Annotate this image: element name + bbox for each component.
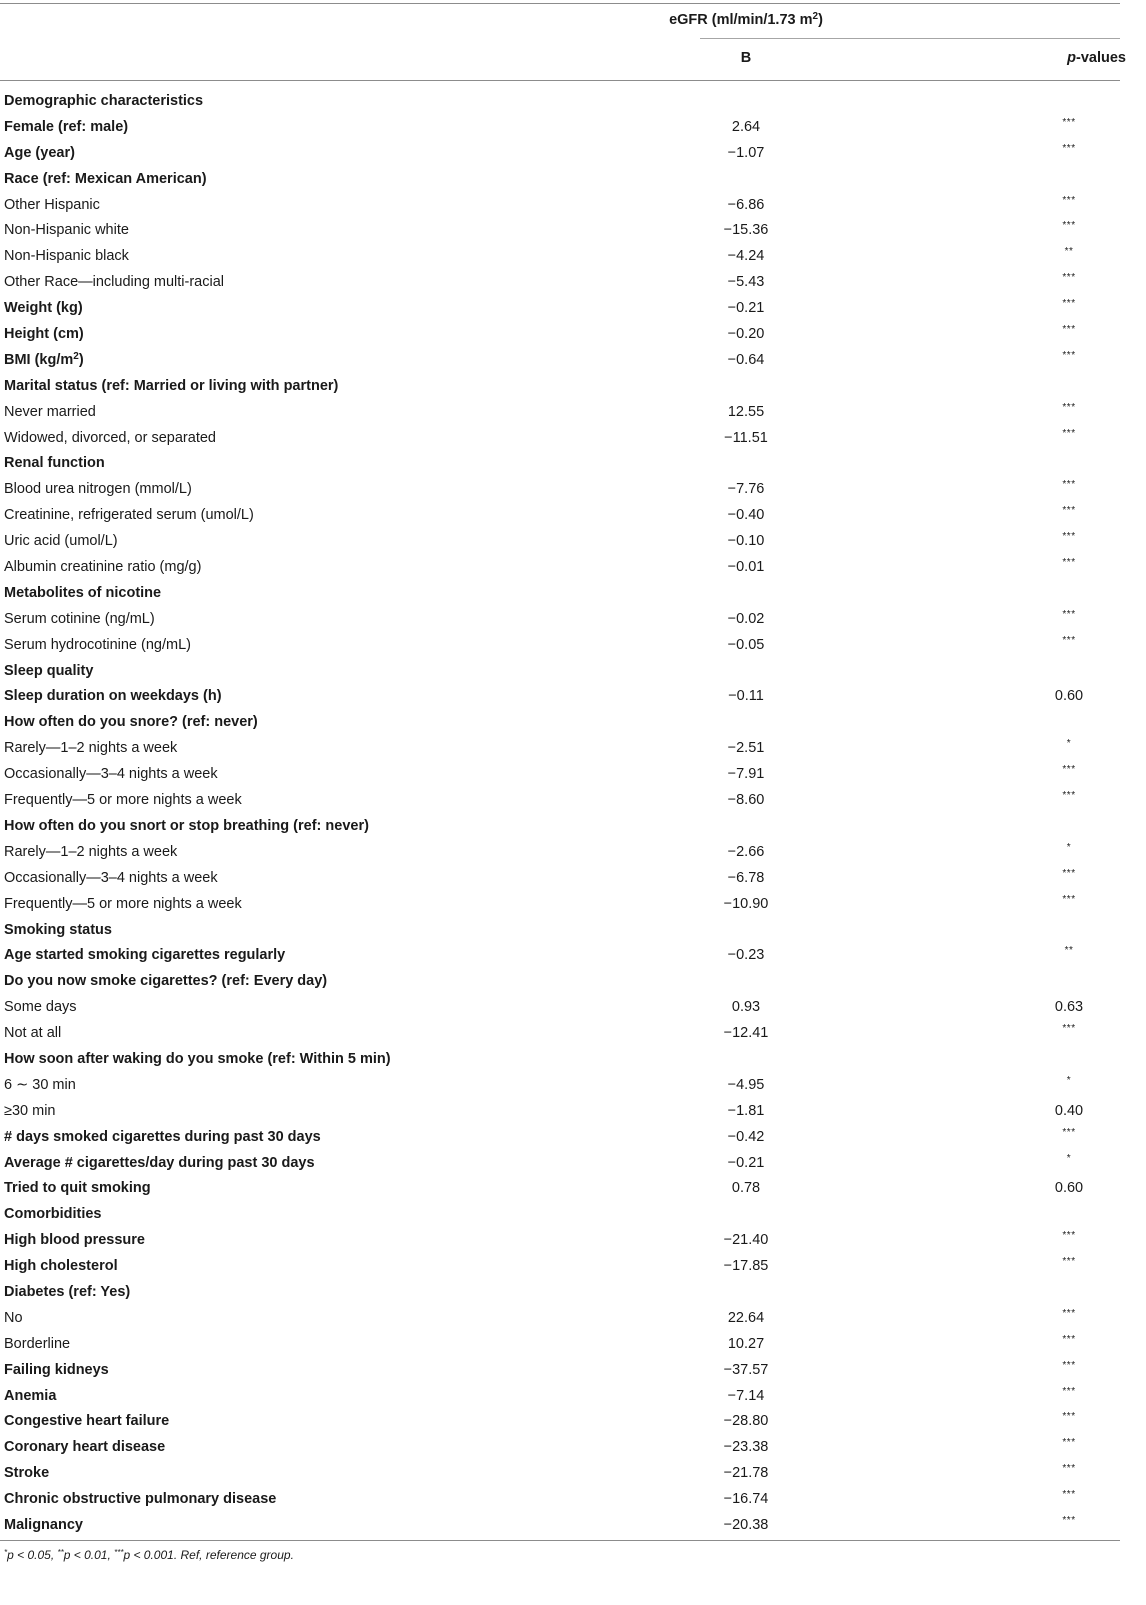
p-value: *** [1062, 142, 1076, 154]
table-row [0, 1384, 1120, 1410]
row-label: Frequently—5 or more nights a week [4, 895, 242, 912]
p-value: 0.60 [1054, 688, 1084, 705]
p-value: *** [1062, 790, 1076, 802]
row-label: Weight (kg) [4, 300, 83, 317]
row-label: Anemia [4, 1387, 57, 1404]
b-value: −23.38 [723, 1439, 769, 1456]
b-value: −0.23 [727, 947, 765, 964]
table-row [0, 995, 1120, 1021]
row-label: Malignancy [4, 1516, 83, 1533]
row-label: High blood pressure [4, 1232, 145, 1249]
row-label: Diabetes (ref: Yes) [4, 1283, 131, 1300]
table-row [0, 788, 1120, 814]
b-value: −0.05 [727, 636, 765, 653]
row-label: Serum hydrocotinine (ng/mL) [4, 636, 191, 653]
p-value: *** [1062, 272, 1076, 284]
table-row [0, 477, 1120, 503]
b-value: −0.01 [727, 559, 765, 576]
b-value: −11.51 [724, 429, 768, 446]
table-row [0, 1125, 1120, 1151]
row-label: How soon after waking do you smoke (ref: Within 5 min) [4, 1050, 391, 1067]
row-label: Frequently—5 or more nights a week [4, 792, 242, 809]
table-row [0, 840, 1120, 866]
table-row [0, 866, 1120, 892]
row-label: Tried to quit smoking [4, 1180, 151, 1197]
row-label: # days smoked cigarettes during past 30 days [4, 1128, 321, 1145]
row-label: Never married [4, 403, 96, 420]
table-row [0, 1487, 1120, 1513]
table-row [0, 503, 1120, 529]
p-value: *** [1062, 220, 1076, 232]
b-value: −7.76 [727, 481, 765, 498]
table-row [0, 633, 1120, 659]
b-value: −0.64 [727, 351, 765, 368]
row-label: How often do you snort or stop breathing (ref: never) [4, 817, 369, 834]
table-row [0, 1513, 1120, 1539]
row-label: No [4, 1309, 23, 1326]
p-value: *** [1062, 867, 1076, 879]
table-row [0, 555, 1120, 581]
b-value: −0.20 [727, 326, 765, 343]
b-value: −17.85 [723, 1258, 769, 1275]
table-row [0, 762, 1120, 788]
p-value: * [1066, 738, 1072, 750]
row-label: Rarely—1–2 nights a week [4, 843, 178, 860]
table-row [0, 1202, 1120, 1228]
table-row [0, 426, 1120, 452]
table-row [0, 659, 1120, 685]
row-label: Age (year) [4, 144, 75, 161]
p-value: *** [1062, 1411, 1076, 1423]
table-row [0, 1073, 1120, 1099]
table-row [0, 736, 1120, 762]
b-value: −4.24 [727, 248, 765, 265]
column-header-b: B [740, 50, 752, 66]
row-label: How often do you snore? (ref: never) [4, 714, 258, 731]
row-label: Sleep quality [4, 662, 94, 679]
row-label: Borderline [4, 1335, 71, 1352]
b-value: −0.42 [727, 1128, 765, 1145]
table-row [0, 1228, 1120, 1254]
row-label: Age started smoking cigarettes regularly [4, 947, 286, 964]
row-label: Blood urea nitrogen (mmol/L) [4, 481, 192, 498]
b-value: 2.64 [731, 118, 761, 135]
p-value: * [1066, 1074, 1072, 1086]
row-label: BMI $(kg/m^2)$ [4, 350, 84, 368]
b-value: −6.86 [727, 196, 765, 213]
b-value: −0.11 [728, 688, 764, 705]
table-row [0, 1176, 1120, 1202]
table-row [0, 1306, 1120, 1332]
row-label: Occasionally—3–4 nights a week [4, 869, 218, 886]
row-label: Occasionally—3–4 nights a week [4, 766, 218, 783]
p-value: *** [1062, 1437, 1076, 1449]
p-value: *** [1062, 1256, 1076, 1268]
p-value: * [1066, 1152, 1072, 1164]
p-value: * [1066, 841, 1072, 853]
table-row [0, 581, 1120, 607]
table-top-rule [0, 3, 1120, 4]
table-row [0, 892, 1120, 918]
table-row [0, 529, 1120, 555]
b-value: −4.95 [727, 1076, 765, 1093]
row-label: ≥30 min [4, 1102, 56, 1119]
table-row [0, 1280, 1120, 1306]
row-label: Do you now smoke cigarettes? (ref: Every day) [4, 973, 328, 990]
row-label: Albumin creatinine ratio (mg/g) [4, 559, 202, 576]
p-value: *** [1062, 1333, 1076, 1345]
p-value: 0.40 [1054, 1102, 1084, 1119]
table-row [0, 218, 1120, 244]
b-value: −2.51 [727, 740, 765, 757]
p-value: 0.60 [1054, 1180, 1084, 1197]
row-label: Coronary heart disease [4, 1439, 166, 1456]
row-label: Widowed, divorced, or separated [4, 429, 216, 446]
row-label: Marital status (ref: Married or living with partner) [4, 377, 339, 394]
p-value: *** [1062, 1489, 1076, 1501]
b-value: −20.38 [723, 1516, 769, 1533]
table-row [0, 348, 1120, 374]
row-label: Stroke [4, 1465, 50, 1482]
table-row [0, 1358, 1120, 1384]
b-value: −8.60 [727, 792, 765, 809]
b-value: 0.78 [731, 1180, 761, 1197]
b-value: −1.07 [727, 144, 765, 161]
row-label: Sleep duration on weekdays (h) [4, 688, 222, 705]
row-label: 6 ∼ 30 min [4, 1076, 76, 1093]
table-row [0, 1099, 1120, 1125]
b-value: −7.91 [727, 766, 765, 783]
row-label: Race (ref: Mexican American) [4, 170, 207, 187]
column-group-header-egfr: eGFR (ml/min/1.73 $m^2$) [669, 11, 823, 28]
b-value: −37.57 [723, 1361, 769, 1378]
table-row [0, 451, 1120, 477]
table-row [0, 1254, 1120, 1280]
b-value: −2.66 [727, 843, 765, 860]
b-value: −21.78 [723, 1465, 769, 1482]
row-label: Smoking status [4, 921, 112, 938]
b-value: −6.78 [727, 869, 765, 886]
p-value: *** [1062, 349, 1076, 361]
table-row [0, 1021, 1120, 1047]
column-header-p-values: p-values [1067, 50, 1126, 66]
p-value: *** [1062, 608, 1076, 620]
b-value: −15.36 [723, 222, 769, 239]
p-value: *** [1062, 557, 1076, 569]
b-value: −7.14 [727, 1387, 765, 1404]
row-label: Non-Hispanic white [4, 222, 129, 239]
row-label: Average # cigarettes/day during past 30 days [4, 1154, 315, 1171]
table-row [0, 167, 1120, 193]
table-row [0, 141, 1120, 167]
table-row [0, 1409, 1120, 1435]
row-label: High cholesterol [4, 1258, 118, 1275]
row-label: Rarely—1–2 nights a week [4, 740, 178, 757]
b-value: −10.90 [723, 895, 769, 912]
row-label: Comorbidities [4, 1206, 102, 1223]
row-label: Congestive heart failure [4, 1413, 170, 1430]
table-bottom-rule [0, 1540, 1120, 1541]
row-label: Chronic obstructive pulmonary disease [4, 1491, 277, 1508]
p-value: *** [1062, 531, 1076, 543]
table-row [0, 193, 1120, 219]
header-bottom-rule [0, 80, 1120, 81]
row-label: Serum cotinine (ng/mL) [4, 610, 155, 627]
table-row [0, 296, 1120, 322]
row-label: Renal function [4, 455, 105, 472]
p-value: *** [1062, 1514, 1076, 1526]
column-group-rule [700, 38, 1120, 39]
p-value: *** [1062, 764, 1076, 776]
row-label: Some days [4, 999, 77, 1016]
b-value: −0.21 [727, 300, 765, 317]
table-row [0, 607, 1120, 633]
b-value: −1.81 [727, 1102, 765, 1119]
table-row [0, 322, 1120, 348]
p-value: *** [1062, 1230, 1076, 1242]
b-value: 0.93 [731, 999, 761, 1016]
p-value: *** [1062, 1023, 1076, 1035]
table-row [0, 684, 1120, 710]
p-value: 0.63 [1054, 999, 1084, 1016]
b-value: −21.40 [723, 1232, 769, 1249]
p-value: *** [1062, 401, 1076, 413]
row-label: Non-Hispanic black [4, 248, 129, 265]
p-value: *** [1062, 427, 1076, 439]
table-footnote: *p < 0.05, **p < 0.01, ***p < 0.001. Ref, reference group. [4, 1548, 294, 1562]
b-value: −5.43 [727, 274, 765, 291]
table-row [0, 89, 1120, 115]
table-row [0, 1047, 1120, 1073]
table-row [0, 943, 1120, 969]
p-value: *** [1062, 1359, 1076, 1371]
b-value: 10.27 [727, 1335, 765, 1352]
p-value: *** [1062, 893, 1076, 905]
b-value: −0.02 [727, 610, 765, 627]
table-row [0, 270, 1120, 296]
table-row [0, 969, 1120, 995]
table-row [0, 814, 1120, 840]
b-value: −12.41 [723, 1025, 769, 1042]
p-value: ** [1064, 945, 1074, 957]
row-label: Other Race—including multi-racial [4, 274, 224, 291]
table-row [0, 1332, 1120, 1358]
b-value: 12.55 [727, 403, 765, 420]
p-value: *** [1062, 505, 1076, 517]
p-value: *** [1062, 1463, 1076, 1475]
table-row [0, 1151, 1120, 1177]
p-value: *** [1062, 1307, 1076, 1319]
table-row [0, 115, 1120, 141]
p-value: *** [1062, 634, 1076, 646]
row-label: Other Hispanic [4, 196, 100, 213]
table-row [0, 400, 1120, 426]
table-row [0, 374, 1120, 400]
table-row [0, 710, 1120, 736]
p-value: *** [1062, 479, 1076, 491]
row-label: Uric acid (umol/L) [4, 533, 118, 550]
table-body [0, 89, 1120, 1539]
b-value: 22.64 [727, 1309, 765, 1326]
row-label: Female (ref: male) [4, 118, 129, 135]
table-row [0, 1461, 1120, 1487]
row-label: Height (cm) [4, 326, 84, 343]
p-value: ** [1064, 246, 1074, 258]
b-value: −16.74 [723, 1491, 769, 1508]
row-label: Creatinine, refrigerated serum (umol/L) [4, 507, 254, 524]
row-label: Metabolites of nicotine [4, 584, 162, 601]
row-label: Not at all [4, 1025, 62, 1042]
p-value: *** [1062, 194, 1076, 206]
b-value: −0.21 [727, 1154, 765, 1171]
p-value: *** [1062, 1126, 1076, 1138]
p-value: *** [1062, 1385, 1076, 1397]
b-value: −0.40 [727, 507, 765, 524]
table-row [0, 1435, 1120, 1461]
b-value: −0.10 [727, 533, 765, 550]
p-value: *** [1062, 298, 1076, 310]
row-label: Failing kidneys [4, 1361, 109, 1378]
p-value: *** [1062, 116, 1076, 128]
table-row [0, 918, 1120, 944]
b-value: −28.80 [723, 1413, 769, 1430]
p-value: *** [1062, 324, 1076, 336]
table-row [0, 244, 1120, 270]
row-label: Demographic characteristics [4, 93, 204, 109]
